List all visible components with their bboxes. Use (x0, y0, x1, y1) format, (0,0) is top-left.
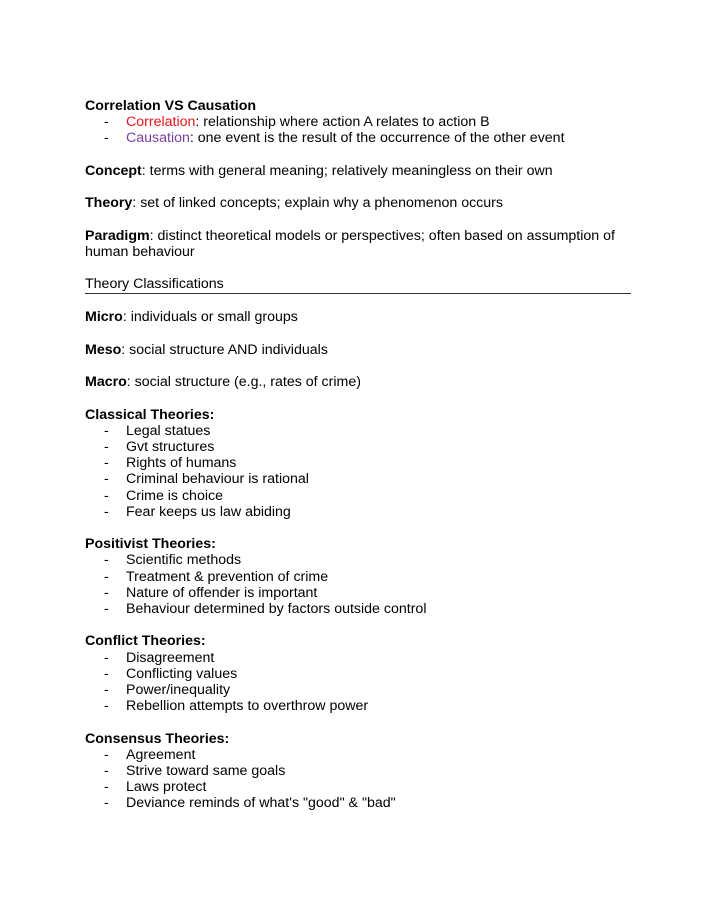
document-page (85, 98, 631, 812)
bullet-dash: - (104, 779, 109, 796)
heading-theory-classifications: Theory Classifications (85, 276, 631, 294)
list-item: - Treatment & prevention of crime (104, 568, 329, 585)
bullet-dash: - (104, 130, 109, 147)
level-macro: Macro: social structure (e.g., rates of crime) (85, 374, 361, 391)
bullet-dash: - (104, 584, 109, 601)
list-item: - Disagreement (104, 649, 215, 666)
term-causation: Causation (126, 130, 190, 147)
bullet-dash: - (104, 422, 109, 439)
bullet-dash: - (104, 600, 109, 617)
list-item: - Criminal behaviour is rational (104, 471, 309, 488)
list-item: - Crime is choice (104, 487, 223, 504)
bullet-dash: - (104, 568, 109, 585)
bullet-dash: - (104, 503, 109, 520)
list-item: - Deviance reminds of what's "good" & "bad" (104, 795, 396, 812)
bullet-dash: - (104, 665, 109, 682)
term-macro: Macro (85, 374, 127, 391)
level-micro: Micro: individuals or small groups (85, 309, 298, 326)
section-title-correlation-causation: Correlation VS Causation (85, 98, 257, 114)
bullet-dash: - (104, 114, 109, 131)
definition-causation: : one event is the result of the occurrence of the other event (189, 130, 565, 147)
list-item: - Gvt structures (104, 438, 215, 455)
list-item: - Conflicting values (104, 665, 238, 682)
list-item: - Behaviour determined by factors outside control (104, 600, 427, 617)
level-meso: Meso: social structure AND individuals (85, 341, 328, 358)
bullet-dash: - (104, 552, 109, 569)
term-micro: Micro (85, 309, 123, 326)
bullet-dash: - (104, 487, 109, 504)
list-item-causation (85, 130, 631, 146)
section-title-conflict-theories: Conflict Theories: (85, 633, 206, 650)
section-title-consensus-theories: Consensus Theories: (85, 730, 230, 747)
list-item: - Rebellion attempts to overthrow power (104, 698, 369, 715)
list-item: - Agreement (104, 746, 196, 763)
definition-concept: Concept: terms with general meaning; relatively meaningless on their own (85, 162, 553, 179)
list-item: - Laws protect (104, 779, 207, 796)
section-title-positivist-theories: Positivist Theories: (85, 536, 216, 553)
definition-correlation: : relationship where action A relates to action B (195, 114, 490, 131)
bullet-dash: - (104, 438, 109, 455)
list-item: - Strive toward same goals (104, 762, 286, 779)
section-title-classical-theories: Classical Theories: (85, 406, 215, 423)
term-paradigm: Paradigm (85, 227, 150, 244)
bullet-dash: - (104, 471, 109, 488)
bullet-dash: - (104, 681, 109, 698)
list-item: - Nature of offender is important (104, 584, 318, 601)
bullet-dash: - (104, 698, 109, 715)
list-item: - Power/inequality (104, 681, 231, 698)
bullet-dash: - (104, 762, 109, 779)
bullet-dash: - (104, 649, 109, 666)
list-item-correlation (85, 114, 631, 130)
list-item: - Rights of humans (104, 455, 237, 472)
bullet-dash: - (104, 746, 109, 763)
list-item: - Legal statues (104, 422, 211, 439)
term-meso: Meso (85, 341, 122, 358)
term-concept: Concept (85, 162, 142, 179)
definition-theory: Theory: set of linked concepts; explain why a phenomenon occurs (85, 195, 503, 212)
definition-paradigm: Paradigm: distinct theoretical models or perspectives; often based on assumption of human behaviour (85, 227, 615, 260)
bullet-dash: - (104, 795, 109, 812)
list-item: - Scientific methods (104, 552, 242, 569)
term-correlation: Correlation (126, 114, 196, 131)
bullet-dash: - (104, 455, 109, 472)
term-theory: Theory (85, 195, 133, 212)
list-item: - Fear keeps us law abiding (104, 503, 291, 520)
